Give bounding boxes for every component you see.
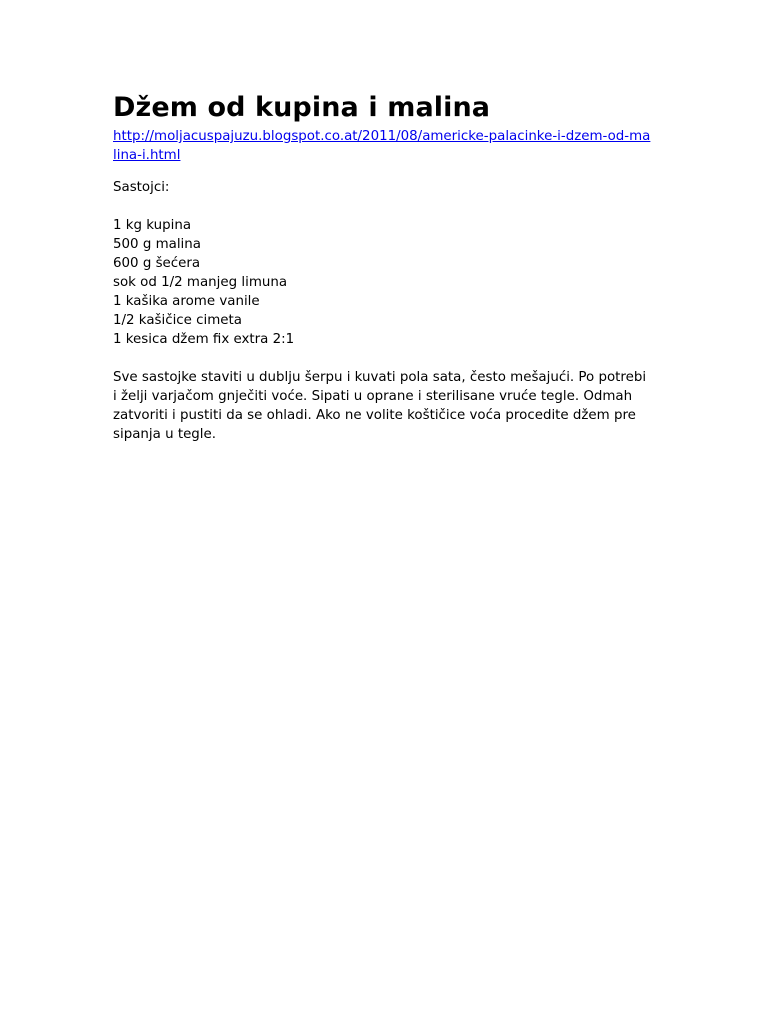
ingredient-item: sok od 1/2 manjeg limuna — [113, 275, 288, 290]
ingredient-item: 1 kašika arome vanile — [113, 294, 260, 309]
document-page — [113, 90, 658, 444]
recipe-title: Džem od kupina i malina — [113, 92, 491, 123]
source-link[interactable]: http://moljacuspajuzu.blogspot.co.at/2011/08/americke-palacinke-i-dzem-od-malina-i.html — [113, 129, 651, 163]
instructions-paragraph: Sve sastojke staviti u dublju šerpu i kuvati pola sata, često mešajući. Po potrebi i želji varjačom gnječiti voće. Sipati u oprane i sterilisane vruće tegle. Odmah zatvoriti i pustiti da se ohladi. Ako ne volite koštičice voća procedite džem pre sipanja u tegle. — [113, 370, 647, 442]
ingredient-item: 500 g malina — [113, 237, 201, 252]
ingredient-item: 1/2 kašičice cimeta — [113, 313, 242, 328]
ingredient-item: 600 g šećera — [113, 256, 201, 271]
ingredient-item: 1 kesica džem fix extra 2:1 — [113, 332, 295, 347]
ingredient-item: 1 kg kupina — [113, 218, 192, 233]
ingredients-list — [113, 216, 658, 349]
ingredients-label: Sastojci: — [113, 180, 170, 195]
